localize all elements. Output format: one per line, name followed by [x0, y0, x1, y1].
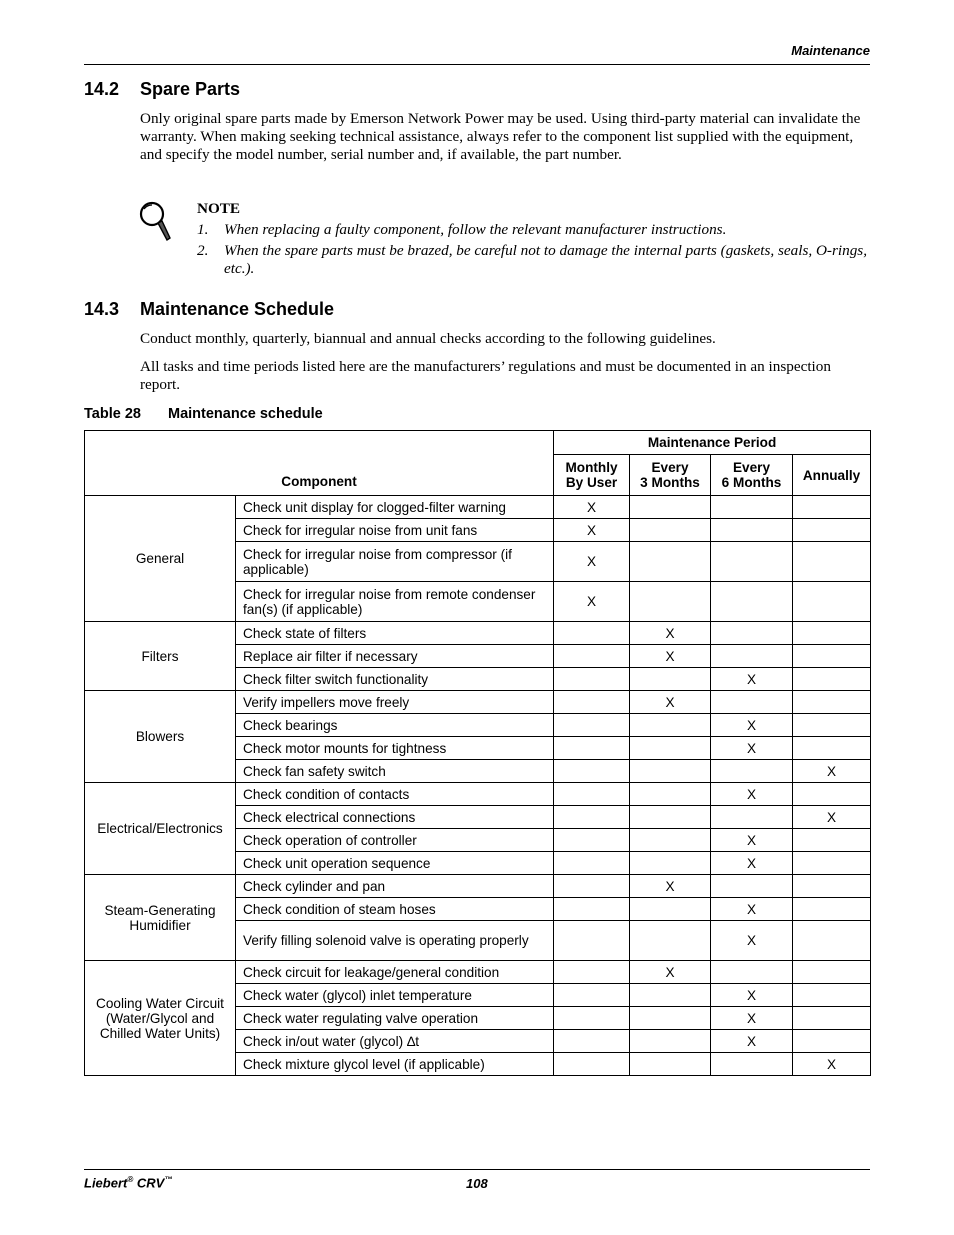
component-category: General — [85, 496, 236, 622]
period-cell — [630, 496, 711, 519]
period-cell — [630, 783, 711, 806]
period-cell — [554, 691, 630, 714]
period-cell — [793, 737, 871, 760]
task-cell: Verify impellers move freely — [236, 691, 554, 714]
period-cell — [554, 783, 630, 806]
period-cell — [630, 737, 711, 760]
period-cell: X — [793, 1053, 871, 1076]
note-item-text: When replacing a faulty component, follow the relevant manufacturer instructions. — [224, 221, 727, 238]
period-cell — [630, 760, 711, 783]
period-cell — [554, 961, 630, 984]
period-cell — [630, 714, 711, 737]
period-cell — [793, 496, 871, 519]
note-item — [197, 242, 870, 278]
maintenance-schedule-table — [84, 430, 871, 1076]
period-cell — [554, 984, 630, 1007]
task-cell: Check for irregular noise from remote condenser fan(s) (if applicable) — [236, 582, 554, 622]
period-cell — [793, 829, 871, 852]
magnifier-icon — [138, 200, 174, 244]
period-cell — [793, 961, 871, 984]
table-row — [85, 622, 871, 645]
component-category: Electrical/Electronics — [85, 783, 236, 875]
note-title: NOTE — [197, 200, 241, 217]
task-cell: Replace air filter if necessary — [236, 645, 554, 668]
period-cell — [554, 1007, 630, 1030]
col-header-annually: Annually — [793, 455, 871, 496]
period-cell — [711, 691, 793, 714]
period-cell — [630, 1053, 711, 1076]
period-cell: X — [711, 1030, 793, 1053]
task-cell: Verify filling solenoid valve is operating properly — [236, 921, 554, 961]
period-cell: X — [554, 542, 630, 582]
period-cell — [711, 542, 793, 582]
task-cell: Check electrical connections — [236, 806, 554, 829]
task-cell: Check water regulating valve operation — [236, 1007, 554, 1030]
schedule-paragraph-2: All tasks and time periods listed here are the manufacturers’ regulations and must be documented in an inspection report. — [140, 358, 831, 393]
task-cell: Check unit operation sequence — [236, 852, 554, 875]
period-cell — [711, 961, 793, 984]
period-cell — [711, 1053, 793, 1076]
task-cell: Check condition of contacts — [236, 783, 554, 806]
component-category: Blowers — [85, 691, 236, 783]
period-cell — [793, 783, 871, 806]
period-cell — [793, 645, 871, 668]
table-row — [85, 496, 871, 519]
period-cell — [554, 1053, 630, 1076]
footer-brand: Liebert® CRV™ — [84, 1175, 173, 1191]
task-cell: Check fan safety switch — [236, 760, 554, 783]
period-cell — [554, 875, 630, 898]
period-cell: X — [630, 875, 711, 898]
component-category: Steam-Generating Humidifier — [85, 875, 236, 961]
period-cell: X — [711, 714, 793, 737]
footer-rule — [84, 1169, 870, 1170]
col-header-3-months: Every 3 Months — [630, 455, 711, 496]
task-cell: Check in/out water (glycol) ∆t — [236, 1030, 554, 1053]
period-cell — [711, 582, 793, 622]
period-cell — [711, 875, 793, 898]
task-cell: Check circuit for leakage/general condition — [236, 961, 554, 984]
period-cell — [554, 829, 630, 852]
period-cell: X — [793, 806, 871, 829]
period-cell: X — [630, 645, 711, 668]
period-cell — [554, 714, 630, 737]
component-header: Component — [85, 431, 554, 496]
period-cell — [711, 622, 793, 645]
spare-parts-paragraph: Only original spare parts made by Emerson Network Power may be used. Using third-party material can invalidate the warranty. When making seeking technical assistance, always refer to the component list supplied with the equipment, and specify the model number, serial number and, if available, the part number. — [140, 110, 861, 163]
period-cell — [793, 984, 871, 1007]
period-cell — [793, 668, 871, 691]
task-cell: Check for irregular noise from unit fans — [236, 519, 554, 542]
period-cell: X — [630, 961, 711, 984]
period-cell: X — [711, 737, 793, 760]
period-cell: X — [793, 760, 871, 783]
period-cell — [554, 668, 630, 691]
section-heading-maintenance-schedule — [84, 299, 334, 320]
period-cell — [554, 645, 630, 668]
period-cell — [554, 806, 630, 829]
table-caption-title: Maintenance schedule — [168, 406, 323, 422]
period-cell — [630, 1030, 711, 1053]
period-cell — [630, 519, 711, 542]
period-cell: X — [711, 1007, 793, 1030]
period-cell: X — [554, 519, 630, 542]
period-cell — [630, 806, 711, 829]
table-caption-label: Table 28 — [84, 406, 141, 422]
period-cell — [554, 760, 630, 783]
period-cell — [793, 582, 871, 622]
section-heading-spare-parts — [84, 79, 240, 100]
period-cell: X — [711, 921, 793, 961]
period-cell — [554, 622, 630, 645]
section-number: 14.2 — [84, 79, 120, 99]
period-cell — [793, 1030, 871, 1053]
task-cell: Check operation of controller — [236, 829, 554, 852]
table-row — [85, 783, 871, 806]
running-header: Maintenance — [791, 43, 870, 58]
schedule-paragraph-1: Conduct monthly, quarterly, biannual and annual checks according to the following guidelines. — [140, 330, 716, 347]
period-cell — [711, 806, 793, 829]
period-cell — [630, 921, 711, 961]
period-cell — [711, 760, 793, 783]
period-cell — [630, 898, 711, 921]
section-number: 14.3 — [84, 299, 120, 319]
period-cell — [630, 852, 711, 875]
header-rule — [84, 64, 870, 65]
maintenance-period-header: Maintenance Period — [554, 431, 871, 455]
period-cell: X — [711, 829, 793, 852]
task-cell: Check condition of steam hoses — [236, 898, 554, 921]
note-item-text: When the spare parts must be brazed, be careful not to damage the internal parts (gaskets, seals, O-rings, etc.). — [224, 242, 868, 277]
period-cell — [793, 875, 871, 898]
period-cell — [793, 714, 871, 737]
period-cell — [554, 737, 630, 760]
period-cell — [793, 519, 871, 542]
period-cell — [793, 542, 871, 582]
col-header-monthly: Monthly By User — [554, 455, 630, 496]
period-cell — [630, 582, 711, 622]
period-cell: X — [711, 852, 793, 875]
period-cell — [793, 921, 871, 961]
period-cell — [554, 898, 630, 921]
table-caption — [84, 406, 323, 422]
period-cell — [711, 496, 793, 519]
task-cell: Check bearings — [236, 714, 554, 737]
col-header-6-months: Every 6 Months — [711, 455, 793, 496]
table-row — [85, 961, 871, 984]
task-cell: Check for irregular noise from compressor (if applicable) — [236, 542, 554, 582]
task-cell: Check motor mounts for tightness — [236, 737, 554, 760]
task-cell: Check water (glycol) inlet temperature — [236, 984, 554, 1007]
section-title: Spare Parts — [140, 79, 241, 99]
period-cell: X — [554, 496, 630, 519]
period-cell: X — [711, 898, 793, 921]
period-cell — [630, 984, 711, 1007]
task-cell: Check unit display for clogged-filter warning — [236, 496, 554, 519]
period-cell: X — [711, 984, 793, 1007]
period-cell — [554, 1030, 630, 1053]
task-cell: Check mixture glycol level (if applicable) — [236, 1053, 554, 1076]
period-cell: X — [711, 668, 793, 691]
period-cell: X — [554, 582, 630, 622]
page-number: 108 — [466, 1176, 488, 1191]
period-cell — [793, 691, 871, 714]
task-cell: Check state of filters — [236, 622, 554, 645]
period-cell: X — [630, 622, 711, 645]
period-cell — [630, 668, 711, 691]
note-item-number: 2. — [197, 242, 209, 259]
component-category: Filters — [85, 622, 236, 691]
period-cell — [630, 829, 711, 852]
period-cell — [554, 921, 630, 961]
period-cell — [554, 852, 630, 875]
task-cell: Check cylinder and pan — [236, 875, 554, 898]
period-cell — [793, 622, 871, 645]
period-cell — [793, 898, 871, 921]
note-item — [197, 221, 870, 239]
table-row — [85, 875, 871, 898]
component-category: Cooling Water Circuit (Water/Glycol and Chilled Water Units) — [85, 961, 236, 1076]
period-cell — [793, 1007, 871, 1030]
period-cell: X — [711, 783, 793, 806]
period-cell — [793, 852, 871, 875]
table-row — [85, 691, 871, 714]
period-cell — [630, 1007, 711, 1030]
period-cell — [711, 519, 793, 542]
section-title: Maintenance Schedule — [140, 299, 335, 319]
period-cell — [630, 542, 711, 582]
note-item-number: 1. — [197, 221, 209, 238]
task-cell: Check filter switch functionality — [236, 668, 554, 691]
period-cell — [711, 645, 793, 668]
period-cell: X — [630, 691, 711, 714]
